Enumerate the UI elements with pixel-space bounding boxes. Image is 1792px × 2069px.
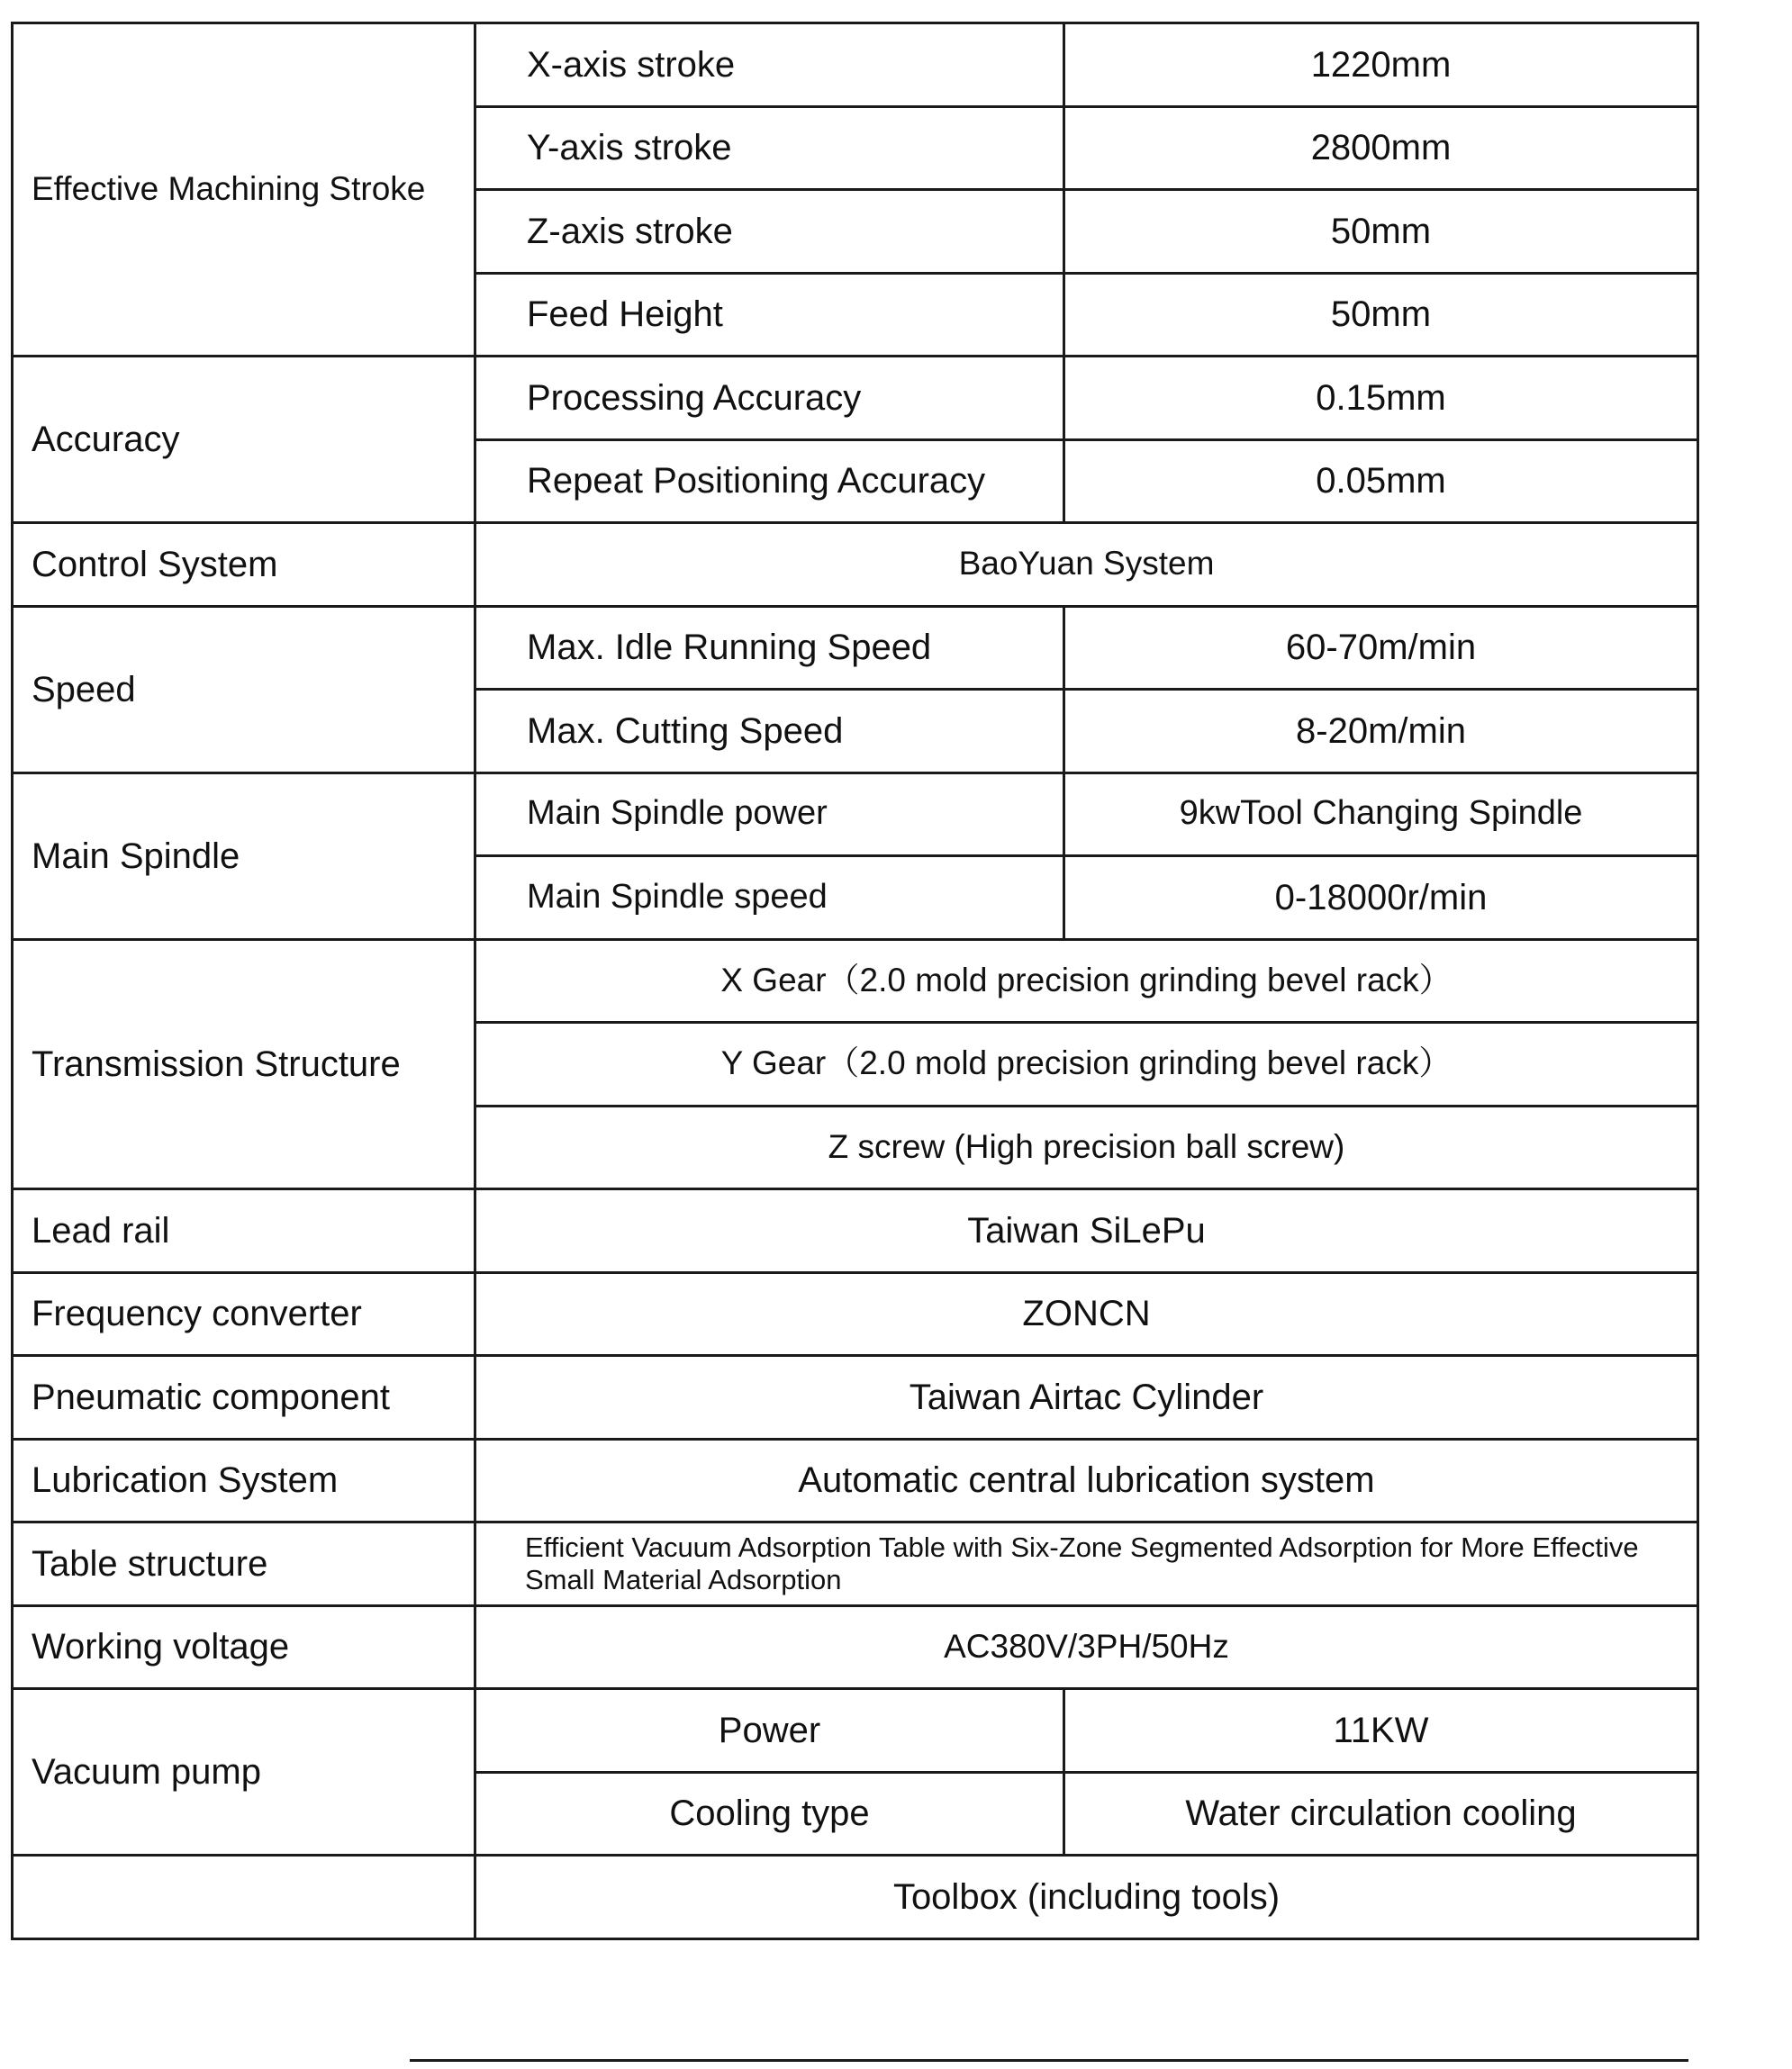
table-row	[13, 1439, 1698, 1522]
category-frequency-converter: Frequency converter	[13, 1272, 475, 1356]
z-axis-stroke-label: Z-axis stroke	[475, 190, 1064, 274]
y-axis-stroke-label: Y-axis stroke	[475, 106, 1064, 190]
transmission-z-screw: Z screw (High precision ball screw)	[475, 1106, 1698, 1189]
table-row	[13, 523, 1698, 607]
processing-accuracy-label: Processing Accuracy	[475, 357, 1064, 440]
table-row	[13, 1522, 1698, 1606]
table-row	[13, 23, 1698, 107]
category-lubrication: Lubrication System	[13, 1439, 475, 1522]
table-row	[13, 1605, 1698, 1689]
spindle-speed-label: Main Spindle speed	[475, 856, 1064, 940]
category-accuracy: Accuracy	[13, 357, 475, 523]
table-row	[13, 1272, 1698, 1356]
accessories-value: Toolbox (including tools)	[475, 1856, 1698, 1939]
lead-rail-value: Taiwan SiLePu	[475, 1189, 1698, 1273]
table-row	[13, 606, 1698, 690]
table-row	[13, 1689, 1698, 1773]
transmission-y-gear: Y Gear（2.0 mold precision grinding bevel rack）	[475, 1023, 1698, 1107]
category-control-system: Control System	[13, 523, 475, 607]
repeat-positioning-accuracy-label: Repeat Positioning Accuracy	[475, 439, 1064, 523]
frequency-converter-value: ZONCN	[475, 1272, 1698, 1356]
max-cutting-speed-label: Max. Cutting Speed	[475, 690, 1064, 773]
control-system-value: BaoYuan System	[475, 523, 1698, 607]
vacuum-cooling-value: Water circulation cooling	[1064, 1772, 1698, 1856]
table-row	[13, 772, 1698, 856]
vacuum-cooling-label: Cooling type	[475, 1772, 1064, 1856]
lubrication-value: Automatic central lubrication system	[475, 1439, 1698, 1522]
category-main-spindle: Main Spindle	[13, 772, 475, 939]
category-speed: Speed	[13, 606, 475, 772]
x-axis-stroke-value: 1220mm	[1064, 23, 1698, 107]
x-axis-stroke-label: X-axis stroke	[475, 23, 1064, 107]
bottom-divider	[410, 2059, 1688, 2062]
table-row	[13, 1856, 1698, 1939]
category-effective-stroke: Effective Machining Stroke	[13, 23, 475, 357]
max-idle-speed-label: Max. Idle Running Speed	[475, 606, 1064, 690]
pneumatic-value: Taiwan Airtac Cylinder	[475, 1356, 1698, 1440]
category-table-structure: Table structure	[13, 1522, 475, 1606]
processing-accuracy-value: 0.15mm	[1064, 357, 1698, 440]
category-vacuum-pump: Vacuum pump	[13, 1689, 475, 1856]
table-structure-value: Efficient Vacuum Adsorption Table with Six-Zone Segmented Adsorption for More Effective Small Material Adsorption	[475, 1522, 1698, 1606]
category-transmission: Transmission Structure	[13, 939, 475, 1189]
vacuum-power-label: Power	[475, 1689, 1064, 1773]
feed-height-label: Feed Height	[475, 273, 1064, 357]
category-lead-rail: Lead rail	[13, 1189, 475, 1273]
table-row	[13, 357, 1698, 440]
z-axis-stroke-value: 50mm	[1064, 190, 1698, 274]
table-row	[13, 1356, 1698, 1440]
table-row	[13, 1189, 1698, 1273]
spec-table	[11, 22, 1699, 1940]
y-axis-stroke-value: 2800mm	[1064, 106, 1698, 190]
spindle-power-label: Main Spindle power	[475, 772, 1064, 856]
vacuum-power-value: 11KW	[1064, 1689, 1698, 1773]
transmission-x-gear: X Gear（2.0 mold precision grinding bevel rack）	[475, 939, 1698, 1023]
feed-height-value: 50mm	[1064, 273, 1698, 357]
category-working-voltage: Working voltage	[13, 1605, 475, 1689]
spindle-power-value: 9kwTool Changing Spindle	[1064, 772, 1698, 856]
table-row	[13, 939, 1698, 1023]
category-accessories	[13, 1856, 475, 1939]
spindle-speed-value: 0-18000r/min	[1064, 856, 1698, 940]
category-pneumatic: Pneumatic component	[13, 1356, 475, 1440]
max-cutting-speed-value: 8-20m/min	[1064, 690, 1698, 773]
working-voltage-value: AC380V/3PH/50Hz	[475, 1605, 1698, 1689]
max-idle-speed-value: 60-70m/min	[1064, 606, 1698, 690]
repeat-positioning-accuracy-value: 0.05mm	[1064, 439, 1698, 523]
